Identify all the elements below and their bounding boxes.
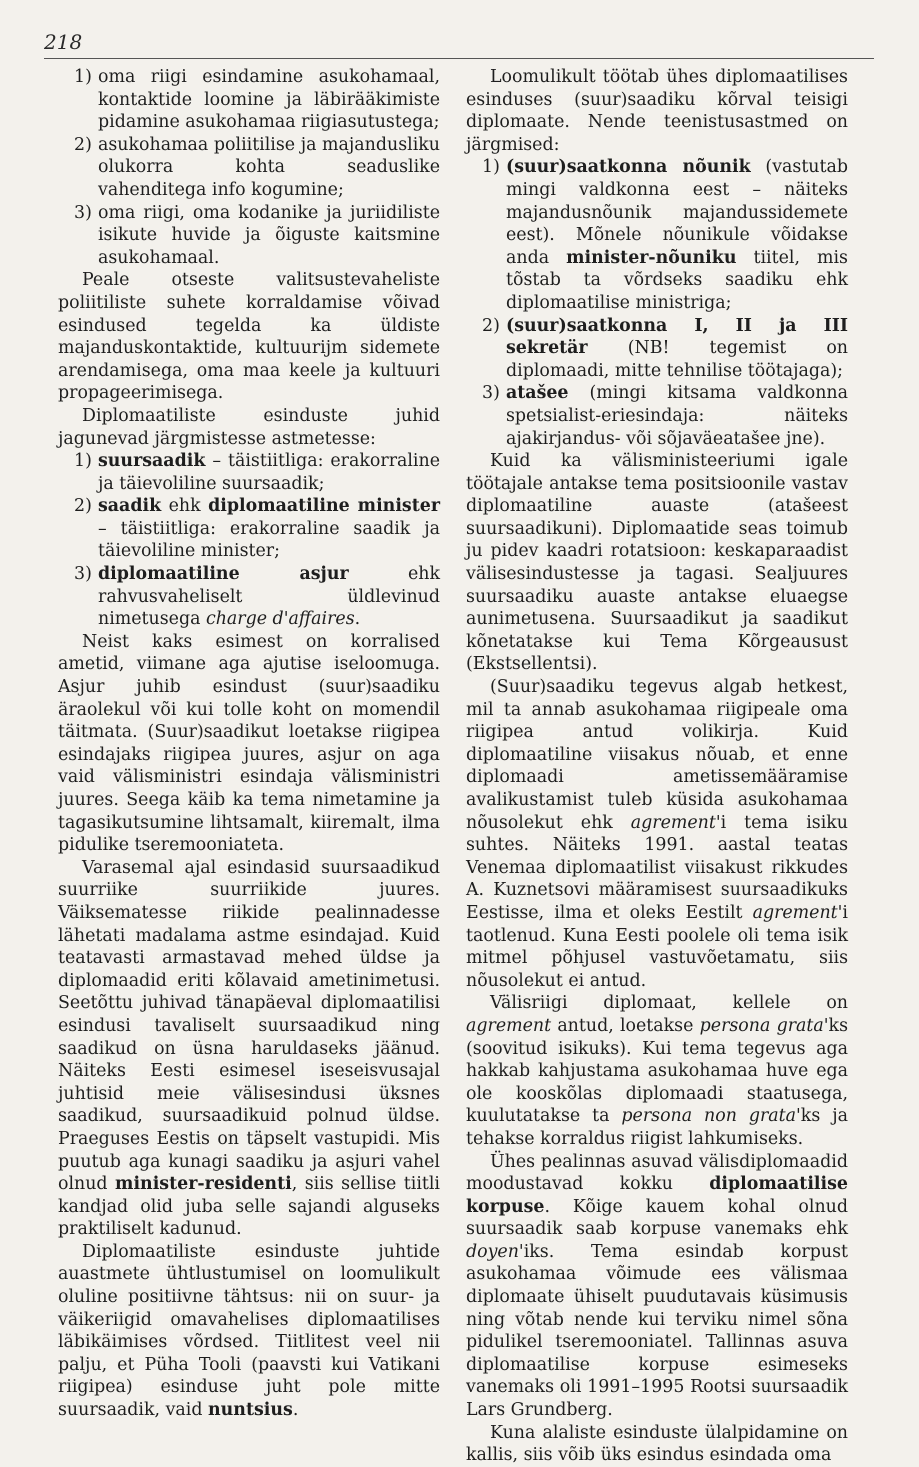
term-bold: suursaadik: [98, 451, 206, 472]
text-run: 'iks. Tema esindab korpust asukohamaa võimude ees välismaa diplomaate ühiselt puudutavais küsimusis ning võtab nende kui terviku nimel sõna pidulikel tseremooniatel. Tallinnas asuva diplomaatilise korpuse esimeseks vanemaks oli 1991–1995 Rootsi suursaadik Lars Grundberg.: [466, 1241, 848, 1421]
list-text: asukohamaa poliitilise ja majandusliku olukorra kohta seaduslike vahenditega info kogumine;: [98, 134, 440, 200]
term-bold: diplomaatiline asjur: [98, 564, 349, 585]
text-run: 'ks (soovitud isikuks). Kui tema tegevus aga hakkab kahjustama asukohamaa huve ega ole kooskõlas diplomaadi staatusega, kuulutatakse ta: [466, 1015, 848, 1127]
term-bold: nuntsius: [208, 1400, 293, 1421]
term-bold: saadik: [98, 496, 162, 517]
list-item: [58, 66, 440, 134]
list-item: [466, 156, 848, 314]
left-column: [58, 66, 440, 1422]
text-run: Varasemal ajal esindasid suursaadikud suurriike suurriikide juures. Väiksematesse riikide pealinnadesse lähetati madalama astme esindajad. Kuid teatavasti armastavad mehed üldse ja diplomaadid eriti kõlavaid ametinimetusi. Seetõttu juhivad tänapäeval diplomaatilisi esindusi tavaliselt suursaadikud ning saadikud on üsna haruldaseks jäänud. Näiteks Eesti esimesel iseseisvusajal juhtisid meie välisesindusi üksnes saadikud, suursaadikuid polnud üldse. Praeguses Eestis on täpselt vastupidi. Mis puutub aga kunagi saadiku ja asjuri vahel olnud: [58, 857, 440, 1195]
list-item: [58, 134, 440, 202]
paragraph: Diplomaatiliste esinduste juhid jagunevad järgmistesse astmetesse:: [58, 405, 440, 449]
term-bold: (suur)saatkonna I, II ja III sekretär: [506, 315, 848, 359]
term-italic: persona grata: [699, 1015, 824, 1036]
duties-list: [58, 66, 440, 269]
list-item: [58, 495, 440, 563]
list-item: [58, 202, 440, 270]
term-italic: persona non grata: [621, 1106, 797, 1127]
list-text: tiitel, mis tõstab ta võrdseks saadiku ehk diplomaatilise ministriga;: [506, 247, 848, 313]
term-italic: agrement: [466, 1015, 552, 1036]
text-run: 'i taotlenud. Kuna Eesti poolele oli tema isik mitmel põhjusel vastuvõetamatu, siis nõusolekut ei antud.: [466, 902, 848, 991]
heads-ranks-list: [58, 450, 440, 631]
list-number: 1): [74, 451, 92, 472]
paragraph: Kuid ka välisministeeriumi igale töötajale antakse tema positsioonile vastav diplomaatiline auaste (atašeest suursaadikuni). Diplomaatide seas toimub ju pidev kaadri rotatsioon: keskaparaadist välisesindustesse ja tagasi. Sealjuures suursaadiku auaste antakse eluaegse aunimetusena. Suursaadikut ja saadikut kõnetatakse kui Tema Kõrgeausust (Ekstsellentsi).: [466, 451, 848, 675]
text-run: .: [292, 1400, 299, 1421]
text-run: . Kõige kauem kohal olnud suursaadik saab korpuse vanemaks ehk: [466, 1196, 848, 1240]
list-number: 2): [74, 134, 92, 155]
list-number: 2): [74, 496, 92, 517]
list-item: [58, 563, 440, 631]
list-text: .: [354, 609, 361, 630]
list-text: (NB! tegemist on diplomaadi, mitte tehnilise töötajaga);: [506, 338, 848, 381]
term-italic: agrement: [752, 902, 838, 923]
term-italic: charge d'affaires: [205, 609, 355, 630]
term-bold: diplomaatiline minister: [208, 496, 440, 517]
text-run: Diplomaatiliste esinduste juhtide auastmete ühtlustumisel on loomulikult oluline positiivne tähtsus: nii on suur- ja väikeriigid omavahelises diplomaatilises läbikäimises võrdsed. Tiitlitest veel nii palju, et Püha Tooli (paavsti kui Vatikani riigipea) esinduse juht pole mitte suursaadik, vaid: [58, 1241, 440, 1421]
paragraph: Kuna alaliste esinduste ülalpidamine on kallis, siis võib üks esindus esindada oma: [466, 1422, 848, 1466]
text-run: , siis sellise tiitli kandjad olid juba selle sajandi alguseks praktiliselt kadunud.: [58, 1174, 440, 1240]
page-number: 218: [44, 30, 83, 54]
paragraph: Peale otseste valitsustevaheliste poliitiliste suhete korraldamise võivad esindused tegelda ka üldiste majanduskontaktide, kultuurijm sidemete arendamisega, oma maa keele ja kultuuri propageerimisega.: [58, 270, 440, 404]
list-text: ehk rahvusvaheliselt üldlevinud nimetusega: [98, 564, 440, 630]
text-run: 'ks ja tehakse korraldus riigist lahkumiseks.: [466, 1106, 848, 1149]
term-bold: (suur)saatkonna nõunik: [506, 157, 751, 178]
text-run: Ühes pealinnas asuvad välisdiplomaadid moodustavad kokku: [466, 1151, 848, 1195]
paragraph: [58, 1241, 440, 1422]
list-number: 1): [74, 67, 92, 87]
header-rule: [44, 58, 874, 59]
paragraph: Loomulikult töötab ühes diplomaatilises esinduses (suur)saadiku kõrval teisigi diplomaate. Nende teenistusastmed on järgmised:: [466, 67, 848, 155]
text-run: 'i tema isiku suhtes. Näiteks 1991. aastal teatas Venemaa diplomaatilist viisakust rikkudes A. Kuznetsovi määramisest suursaadikuks Eestisse, ilma et oleks Eestilt: [466, 812, 848, 923]
list-text: (vastutab mingi valdkonna eest – näiteks majandusnõunik majandussidemete eest). Mõnele nõunikule võidakse anda: [506, 157, 848, 268]
list-item: [58, 450, 440, 495]
right-column: [466, 66, 848, 1467]
list-item: [466, 382, 848, 450]
list-text: – täistiitliga: erakorraline saadik ja täievoliline minister;: [98, 518, 440, 562]
text-run: Välisriigi diplomaat, kellele on: [490, 993, 848, 1014]
paragraph: [466, 676, 848, 992]
text-run: antud, loetakse: [551, 1015, 700, 1036]
paragraph: [466, 992, 848, 1150]
text-run: (Suur)saadiku tegevus algab hetkest, mil ta annab asukohamaa riigipeale oma riigipea antud volikirja. Kuid diplomaatiline viisakus nõuab, et enne diplomaadi ametissemääramise avalikustamist tuleb küsida asukohamaa nõusolekut ehk: [466, 677, 848, 833]
list-number: 3): [74, 202, 92, 223]
list-text: ehk: [161, 496, 209, 517]
term-bold: minister-residenti: [115, 1174, 292, 1195]
term-bold: minister-nõuniku: [566, 247, 737, 268]
staff-ranks-list: [466, 156, 848, 450]
list-text: oma riigi esindamine asukohamaal, kontaktide loomine ja läbirääkimiste pidamine asukohamaa riigiasutustega;: [98, 67, 440, 133]
list-text: oma riigi, oma kodanike ja juriidiliste isikute huvide ja õiguste kaitsmine asukohamaal.: [98, 202, 440, 268]
list-number: 3): [482, 383, 500, 404]
term-italic: doyen: [466, 1241, 519, 1262]
paragraph: Neist kaks esimest on korralised ametid, viimane aga ajutise iseloomuga. Asjur juhib esindust (suur)saadiku äraolekul või kui tolle koht on momendil täitmata. (Suur)saadikut loetakse riigipea esindajaks riigipea juures, asjur on aga vaid välisministri esindaja välisministri juures. Seega käib ka tema nimetamine ja tagasikutsumine lihtsamalt, kiiremalt, ilma pidulike tseremooniateta.: [58, 631, 440, 856]
list-number: 2): [482, 315, 500, 336]
paragraph: [58, 857, 440, 1241]
term-italic: agrement: [630, 812, 716, 833]
term-bold: atašee: [506, 383, 569, 404]
list-text: (mingi kitsama valdkonna spetsialist-eriesindaja: näiteks ajakirjandus- või sõjaväeatašee jne).: [506, 383, 848, 449]
term-bold: diplomaatilise korpuse: [466, 1174, 848, 1217]
list-item: [466, 315, 848, 383]
paragraph: [466, 1151, 848, 1422]
list-text: – täistiitliga: erakorraline ja täievoliline suursaadik;: [98, 451, 440, 494]
list-number: 1): [482, 157, 500, 178]
list-number: 3): [74, 564, 92, 585]
